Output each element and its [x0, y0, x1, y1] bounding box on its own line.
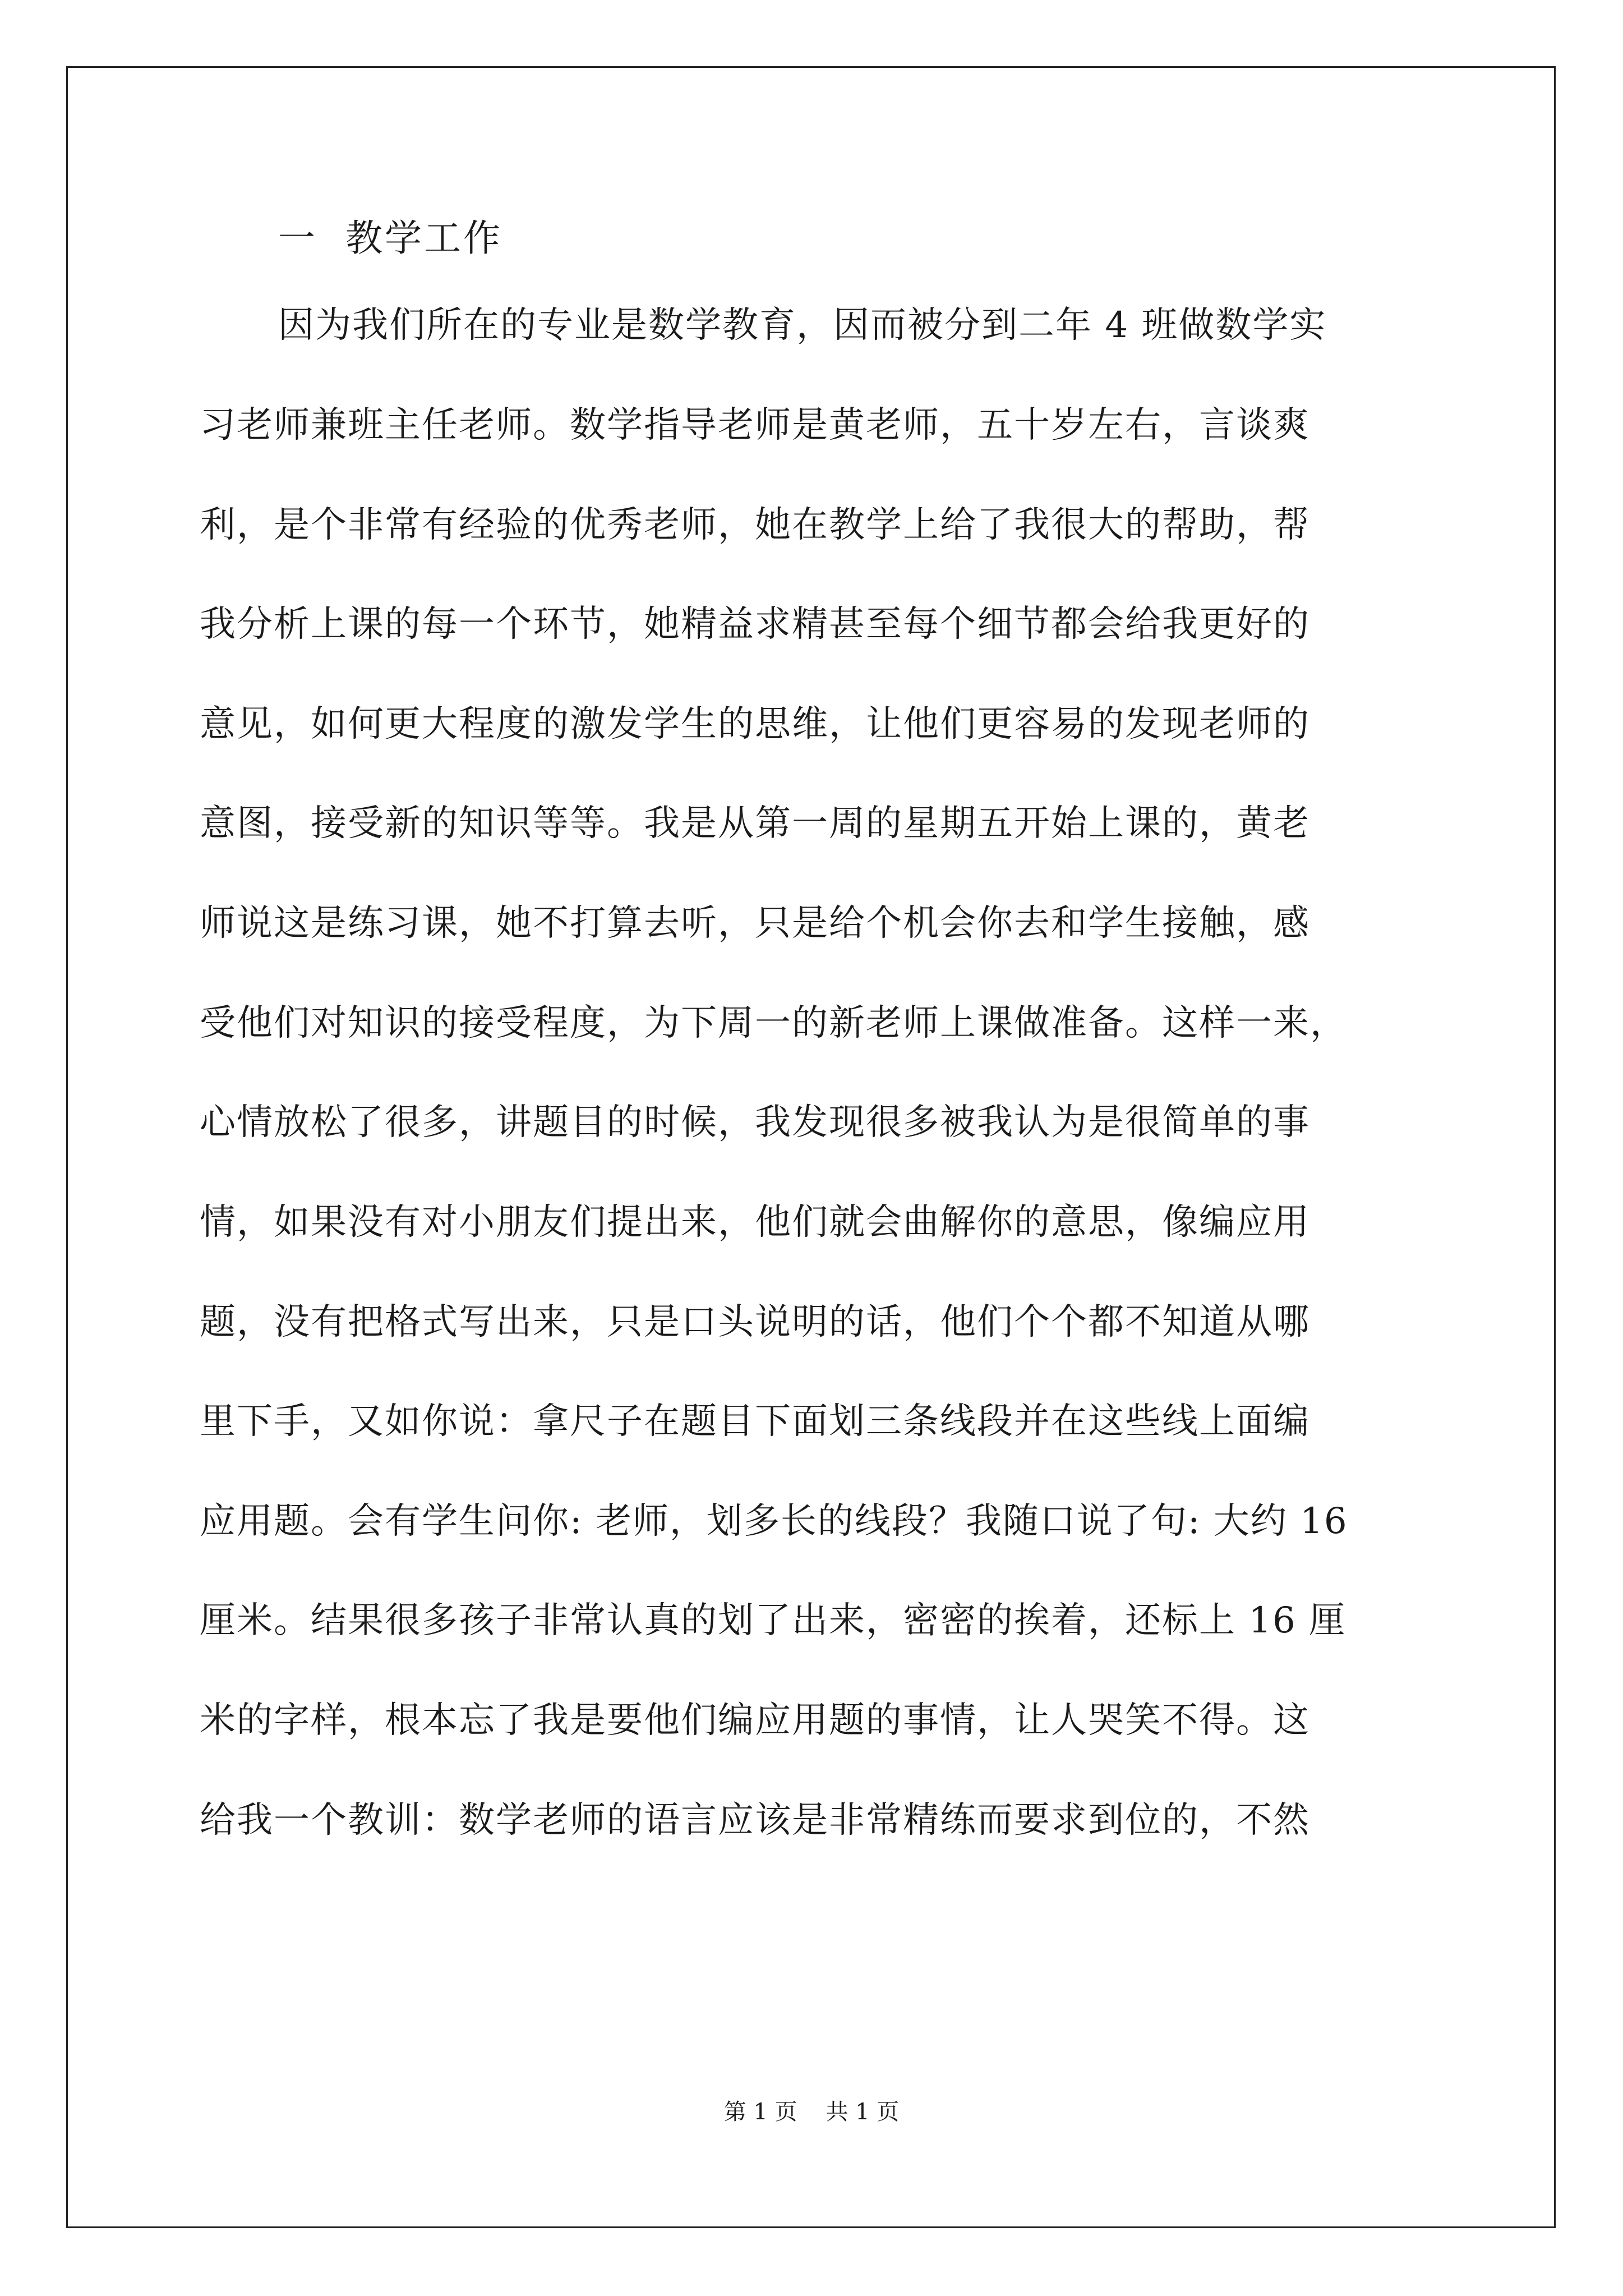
- paragraph-line: 习老师兼班主任老师。数学指导老师是黄老师，五十岁左右，言谈爽: [200, 404, 1310, 446]
- paragraph-line: 意见，如何更大程度的激发学生的思维，让他们更容易的发现老师的: [200, 703, 1310, 745]
- paragraph-line: 师说这是练习课，她不打算去听，只是给个机会你去和学生接触，感: [200, 903, 1310, 944]
- page-border: [66, 66, 1556, 2228]
- paragraph-line: 里下手，又如你说：拿尺子在题目下面划三条线段并在这些线上面编: [200, 1401, 1310, 1442]
- paragraph-line: 厘米。结果很多孩子非常认真的划了出来，密密的挨着，还标上 16 厘: [200, 1600, 1347, 1641]
- paragraph-line: 利，是个非常有经验的优秀老师，她在教学上给了我很大的帮助，帮: [200, 504, 1310, 546]
- paragraph-line: 米的字样，根本忘了我是要他们编应用题的事情，让人哭笑不得。这: [200, 1700, 1310, 1741]
- paragraph-line: 意图，接受新的知识等等。我是从第一周的星期五开始上课的，黄老: [200, 803, 1310, 844]
- paragraph-line: 心情放松了很多，讲题目的时候，我发现很多被我认为是很简单的事: [200, 1102, 1310, 1143]
- page-footer: 第 1 页 共 1 页: [723, 2099, 900, 2125]
- paragraph-line: 题，没有把格式写出来，只是口头说明的话，他们个个都不知道从哪: [200, 1301, 1310, 1343]
- paragraph-line: 情，如果没有对小朋友们提出来，他们就会曲解你的意思，像编应用: [200, 1202, 1310, 1243]
- paragraph-line: 受他们对知识的接受程度，为下周一的新老师上课做准备。这样一来，: [200, 1002, 1347, 1044]
- paragraph-line: 给我一个教训：数学老师的语言应该是非常精练而要求到位的，不然: [200, 1800, 1310, 1841]
- section-heading: 一 教学工作: [278, 217, 502, 260]
- paragraph-line: 因为我们所在的专业是数学教育，因而被分到二年 4 班做数学实: [278, 305, 1327, 346]
- paragraph-line: 应用题。会有学生问你: 老师，划多长的线段？我随口说了句: 大约 16: [200, 1501, 1348, 1542]
- paragraph-line: 我分析上课的每一个环节，她精益求精甚至每个细节都会给我更好的: [200, 604, 1310, 645]
